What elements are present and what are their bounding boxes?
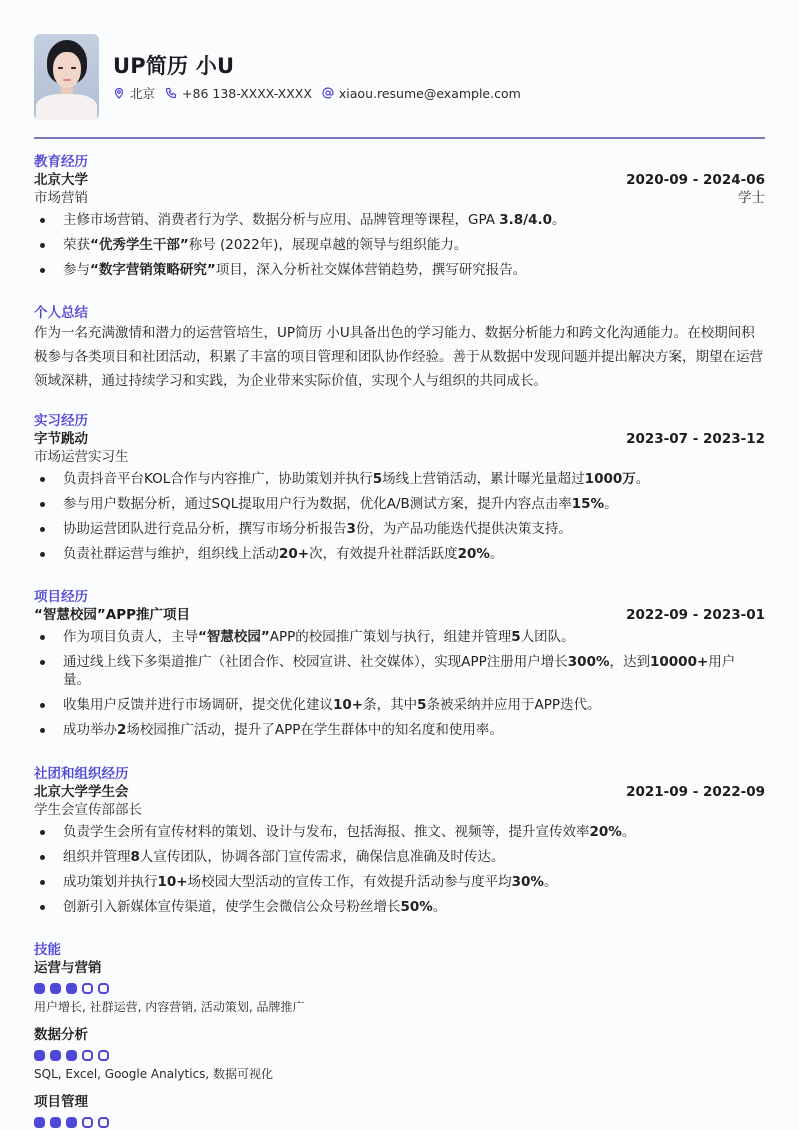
rating-dot-empty [82,983,93,994]
at-sign-icon [322,87,334,99]
list-item: 组织并管理8人宣传团队，协调各部门宣传需求，确保信息准确及时传达。 [34,848,765,866]
skill-keywords: SQL, Excel, Google Analytics, 数据可视化 [34,1067,274,1081]
rating-dot-filled [66,1050,77,1061]
profile-photo [34,34,99,120]
list-item: 参与用户数据分析，通过SQL提取用户行为数据，优化A/B测试方案，提升内容点击率15%。 [34,495,765,513]
education-date: 2020-09 - 2024-06 [626,172,765,188]
summary-text: 作为一名充满激情和潜力的运营管培生，UP简历 小U具备出色的学习能力、数据分析能力和跨文化沟通能力。在校期间积极参与各类项目和社团活动，积累了丰富的项目管理和团队协作经验。善于从数据中发现问题并提出解决方案，期望在运营领域深耕，通过持续学习和实践，为企业带来实际价值，实现个人与组织的共同成长。 [34,325,763,389]
skill-keywords: 用户增长, 社群运营, 内容营销, 活动策划, 品牌推广 [34,1000,305,1014]
section-project [34,588,765,746]
rating-dot-empty [82,1117,93,1128]
list-item: 通过线上线下多渠道推广（社团合作、校园宣讲、社交媒体），实现APP注册用户增长300%，达到10000+用户量。 [34,653,765,689]
list-item: 参与“数字营销策略研究”项目，深入分析社交媒体营销趋势，撰写研究报告。 [34,261,765,279]
rating-dot-filled [50,1050,61,1061]
skill-item [34,959,765,1015]
section-title: 实习经历 [34,413,88,429]
resume-header [34,34,765,120]
section-skills [34,941,765,1129]
section-club [34,765,765,923]
phone-text: +86 138-XXXX-XXXX [182,85,312,101]
skill-name: 项目管理 [34,1094,88,1110]
project-name: “智慧校园”APP推广项目 [34,607,190,623]
role: 市场运营实习生 [34,449,129,465]
email[interactable] [322,86,521,101]
rating-dot-filled [66,983,77,994]
education-bullets [34,211,765,279]
skill-rating [34,1115,765,1129]
skill-item [34,1026,765,1082]
contact-info [113,84,531,102]
section-title: 技能 [34,942,61,958]
major: 市场营销 [34,190,88,206]
list-item: 成功举办2场校园推广活动，提升了APP在学生群体中的知名度和使用率。 [34,721,765,739]
candidate-name: UP简历 小U [113,54,235,78]
list-item: 协助运营团队进行竞品分析，撰写市场分析报告3份，为产品功能迭代提供决策支持。 [34,520,765,538]
rating-dot-filled [50,983,61,994]
skill-name: 数据分析 [34,1027,88,1043]
email-text: xiaou.resume@example.com [338,85,521,101]
section-title: 个人总结 [34,305,88,321]
list-item: 负责学生会所有宣传材料的策划、设计与发布，包括海报、推文、视频等，提升宣传效率20%。 [34,823,765,841]
project-bullets [34,628,765,739]
list-item: 成功策划并执行10+场校园大型活动的宣传工作，有效提升活动参与度平均30%。 [34,873,765,891]
list-item: 负责抖音平台KOL合作与内容推广，协助策划并执行5场线上营销活动，累计曝光量超过1000万。 [34,470,765,488]
internship-date: 2023-07 - 2023-12 [626,431,765,447]
organization-name: 北京大学学生会 [34,784,129,800]
club-date: 2021-09 - 2022-09 [626,784,765,800]
list-item: 荣获“优秀学生干部”称号 (2022年)，展现卓越的领导与组织能力。 [34,236,765,254]
rating-dot-filled [34,1117,45,1128]
role: 学生会宣传部部长 [34,802,142,818]
phone[interactable] [165,86,312,101]
rating-dot-filled [34,983,45,994]
phone-icon [165,87,177,99]
company-name: 字节跳动 [34,431,88,447]
skill-name: 运营与营销 [34,960,102,976]
header-divider [34,137,765,139]
location-pin-icon [113,87,125,99]
section-title: 项目经历 [34,589,88,605]
rating-dot-empty [82,1050,93,1061]
list-item: 收集用户反馈并进行市场调研，提交优化建议10+条，其中5条被采纳并应用于APP迭代。 [34,696,765,714]
list-item: 创新引入新媒体宣传渠道，使学生会微信公众号粉丝增长50%。 [34,898,765,916]
section-education [34,153,765,286]
rating-dot-filled [66,1117,77,1128]
location-text: 北京 [130,86,156,101]
section-title: 社团和组织经历 [34,766,129,782]
internship-bullets [34,470,765,563]
rating-dot-empty [98,1117,109,1128]
section-summary [34,304,765,393]
rating-dot-empty [98,983,109,994]
rating-dot-filled [34,1050,45,1061]
rating-dot-empty [98,1050,109,1061]
list-item: 主修市场营销、消费者行为学、数据分析与应用、品牌管理等课程，GPA 3.8/4.0。 [34,211,765,229]
skill-item [34,1093,765,1129]
degree: 学士 [738,190,765,206]
club-bullets [34,823,765,916]
section-internship [34,412,765,570]
rating-dot-filled [50,1117,61,1128]
skill-rating [34,981,765,995]
resume-page [34,34,765,1110]
list-item: 负责社群运营与维护，组织线上活动20+次，有效提升社群活跃度20%。 [34,545,765,563]
list-item: 作为项目负责人，主导“智慧校园”APP的校园推广策划与执行，组建并管理5人团队。 [34,628,765,646]
section-title: 教育经历 [34,154,88,170]
project-date: 2022-09 - 2023-01 [626,607,765,623]
school-name: 北京大学 [34,172,88,188]
location [113,84,155,102]
skill-rating [34,1048,765,1062]
